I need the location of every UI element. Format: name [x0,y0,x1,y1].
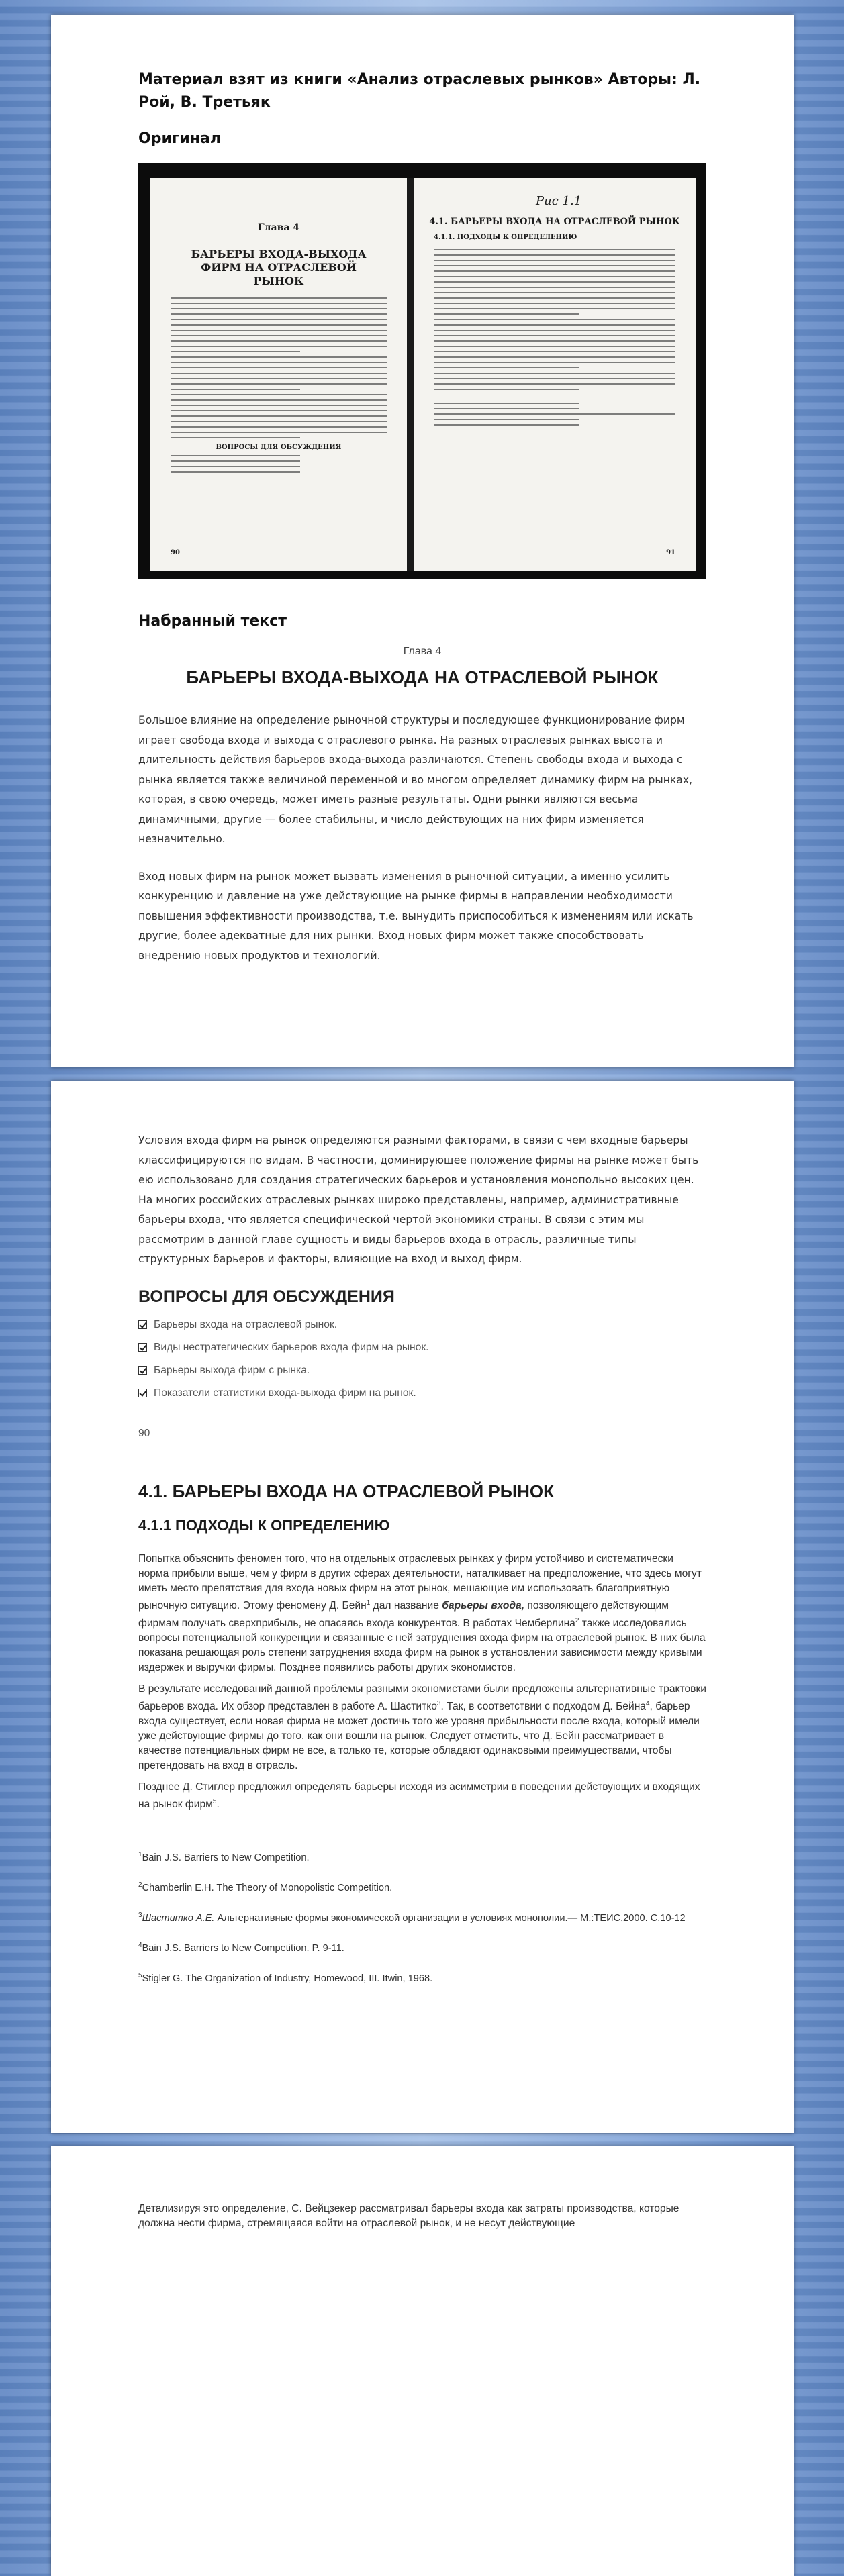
scan-book-spine [407,178,414,571]
body-paragraph-4: Детализируя это определение, С. Вейцзекер рассматривал барьеры входа как затраты производства, которые должна нести фирма, стремящаяся войти на отраслевой рынок, и не несут действующие [138,2203,679,2229]
checkbox-icon [138,1320,147,1329]
scan-text-lines [150,297,407,438]
scan-subsection-title: 4.1.1. ПОДХОДЫ К ОПРЕДЕЛЕНИЮ [434,234,577,241]
chapter-title: БАРЬЕРЫ ВХОДА-ВЫХОДА НА ОТРАСЛЕВОЙ РЫНОК [186,667,659,687]
checkbox-icon [138,1343,147,1352]
question-item [138,1387,706,1399]
footnote-ref[interactable]: 1 [366,1599,371,1607]
footnote-1: $^1$Bain J.S. Barriers to New Competition. [138,1851,310,1864]
question-item [138,1365,706,1377]
body-paragraph-2: В результате исследований данной проблемы разными экономистами были предложены альтернативные трактовки барьеров входа. Их обзор представлен в работе А. Шаститко$^3$. Так, в соответствии с подходом Д. Бейна$^4$, барьер входа существует, если новая фирма не может достичь того же уровня прибыльности после входа, который имели уже действующие фирмы до того, как они вошли на рынок. Следует отметить, что Д. Бейн рассматривает в качестве потенциальных фирм не все, а только те, которые обладают одинаковыми преимуществами, чтобы претендовать на вход в отрасль. [138,1683,706,1772]
paragraph-2: Вход новых фирм на рынок может вызвать изменения в рыночной ситуации, а именно усилить конкуренцию и давление на уже действующие на рынке фирмы в направлении необходимости повышения эффективности производства, т.е. вынудить приспособиться к изменениям или искать другие, более адекватные для них рынки. Вход новых фирм может также способствовать внедрению новых продуктов и технологий. [138,870,694,962]
question-text: Показатели статистики входа-выхода фирм на рынок. [154,1387,416,1399]
document-page-1 [51,15,794,1067]
source-heading: Материал взят из книги «Анализ отраслевых рынков» Авторы: Л. Рой, В. Третьяк [138,71,701,111]
questions-heading: ВОПРОСЫ ДЛЯ ОБСУЖДЕНИЯ [138,1287,395,1306]
subsection-title: 4.1.1 ПОДХОДЫ К ОПРЕДЕЛЕНИЮ [138,1516,390,1534]
footnote-4: $^4$Bain J.S. Barriers to New Competition. P. 9-11. [138,1941,344,1954]
typed-text-heading: Набранный текст [138,613,287,630]
footnote-3: $^3$Шаститко А.Е. Альтернативные формы экономической организации в условиях монополии.— М.:ТЕИС,2000. С.10-12 [138,1911,686,1924]
scan-questions-heading: ВОПРОСЫ ДЛЯ ОБСУЖДЕНИЯ [216,444,342,451]
page-number: 90 [138,1427,150,1439]
original-heading: Оригинал [138,130,221,147]
footnote-ref[interactable]: 2 [575,1616,579,1624]
scan-page-number-left: 90 [171,549,180,556]
question-item [138,1342,706,1354]
paragraph-3: Условия входа фирм на рынок определяются разными факторами, в связи с чем входные барьеры классифицируются по видам. В частности, доминирующее положение фирмы на рынке может быть ею использовано для создания стратегических барьеров и установления монопольно высоких цен. На многих российских отраслевых рынках широко представлены, например, административные барьеры входа, что является специфической чертой экономики страны. В связи с этим мы рассмотрим в данной главе сущность и виды барьеров входа в отрасль, различные типы структурных барьеров и факторы, влияющие на вход и выход фирм. [138,1134,699,1265]
document-page-2 [51,1081,794,2133]
question-text: Барьеры входа на отраслевой рынок. [154,1318,338,1330]
scan-right-text-lines [414,249,696,390]
question-text: Виды нестратегических барьеров входа фирм на рынок. [154,1341,429,1353]
document-page-3 [51,2146,794,2576]
scanned-book-image [138,163,706,579]
body-paragraph-1: Попытка объяснить феномен того, что на отдельных отраслевых рынках у фирм устойчиво и систематически норма прибыли выше, чем у фирм в других сферах деятельности, наталкивает на предположение, что здесь могут иметь место препятствия для входа новых фирм на этот рынок, мешающие им использовать благоприятную рыночную ситуацию. Этому феномену Д. Бейн$^1$ дал название барьеры входа, позволяющего действующим фирмам получать сверхприбыль, не опасаясь входа конкурентов. В работах Чемберлина$^2$ также исследовались вопросы потенциальной конкуренции и связанные с ней затруднения входа фирм на отраслевой рынок. В них была показана решающая роль степени затруднения входа фирм на рынок в установлении зависимости между кривыми издержек и выручки фирмы. Позднее появились работы других экономистов. [138,1552,706,1673]
scan-footnote-lines [414,403,696,426]
term-barriers: барьеры входа, [442,1599,525,1612]
footnote-ref[interactable]: 5 [212,1798,217,1806]
question-text: Барьеры выхода фирм с рынка. [154,1364,310,1376]
body-paragraph-3: Позднее Д. Стиглер предложил определять барьеры исходя из асимметрии в поведении действующих и входящих на рынок фирм$^5$. [138,1781,700,1811]
section-title: 4.1. БАРЬЕРЫ ВХОДА НА ОТРАСЛЕВОЙ РЫНОК [138,1481,555,1501]
footnote-5: $^5$Stigler G. The Organization of Industry, Homewood, III. Itwin, 1968. [138,1971,433,1984]
checkbox-icon [138,1389,147,1397]
scan-page-number-right: 91 [666,549,675,556]
footnote-ref[interactable]: 4 [645,1699,650,1707]
scan-handwriting: Рис 1.1 [536,194,582,208]
footnote-ref[interactable]: 3 [436,1699,441,1707]
chapter-label: Глава 4 [403,646,442,657]
paragraph-1: Большое влияние на определение рыночной структуры и последующее функционирование фирм играет свобода входа и выхода с отраслевого рынка. На разных отраслевых рынках высота и длительность действия барьеров входа-выхода различаются. Степень свободы входа и выхода с рынка является также величиной переменной и во многом определяет динамику фирм на рынках, которая, в свою очередь, может иметь разные результаты. Одни рынки являются весьма динамичными, другие — более стабильны, и число действующих на них фирм изменяется незначительно. [138,714,693,845]
checkbox-icon [138,1366,147,1375]
scan-question-lines [150,455,407,473]
question-item [138,1319,706,1331]
scan-section-title: 4.1. БАРЬЕРЫ ВХОДА НА ОТРАСЛЕВОЙ РЫНОК [429,217,680,227]
footnote-2: $^2$Chamberlin E.H. The Theory of Monopolistic Competition. [138,1881,393,1893]
scan-left-page [150,178,407,571]
scan-right-page [414,178,696,571]
scan-chapter-title: БАРЬЕРЫ ВХОДА-ВЫХОДА ФИРМ НА ОТРАСЛЕВОЙ РЫНОК [191,248,367,287]
scan-chapter-label: Глава 4 [257,222,300,233]
